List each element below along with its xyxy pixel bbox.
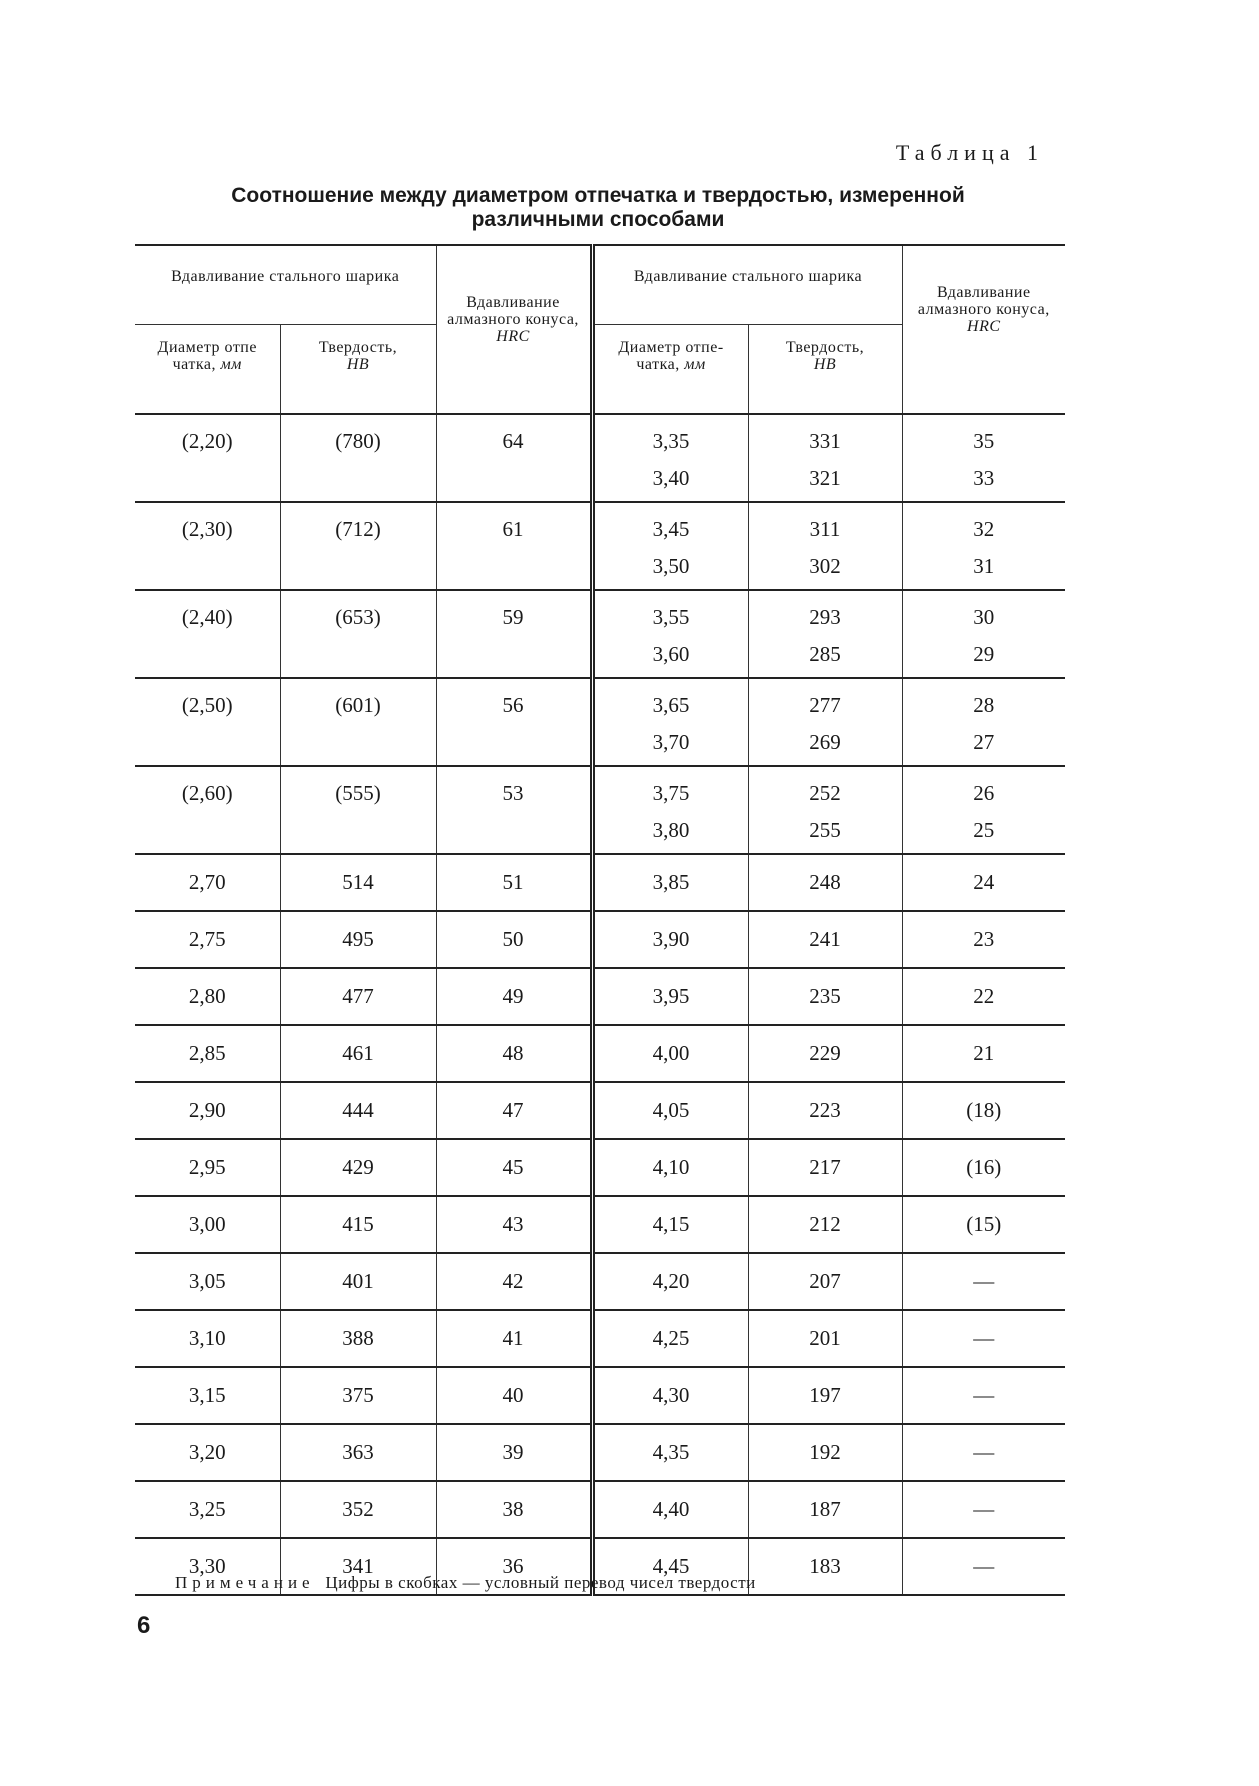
- cell-diameter: 3,05: [135, 1253, 280, 1310]
- table-row: [135, 1253, 1065, 1310]
- cell-diameter: 2,85: [135, 1025, 280, 1082]
- cell-hardness-hrc: 56: [436, 678, 592, 766]
- header-diameter-right-unit: мм: [684, 356, 706, 373]
- cell-hardness-hb-right: 212: [748, 1196, 902, 1253]
- cell-hardness-hb-right: 311: [748, 502, 902, 548]
- header-diameter-right-label: Диаметр отпе-чатка,: [618, 339, 724, 373]
- cell-hardness-hb-right: 277: [748, 678, 902, 724]
- table-row: [135, 414, 1065, 460]
- table-row: [135, 911, 1065, 968]
- header-hardness-right: [748, 325, 902, 415]
- cell-diameter: 3,10: [135, 1310, 280, 1367]
- header-cone-right: [902, 245, 1065, 414]
- cell-hardness-hrc: 48: [436, 1025, 592, 1082]
- cell-hardness-hrc: 61: [436, 502, 592, 590]
- table-row: [135, 1367, 1065, 1424]
- table-row: [135, 1424, 1065, 1481]
- table-title-line-2: различными способами: [471, 208, 725, 231]
- cell-diameter-right: 3,80: [592, 812, 748, 854]
- cell-hardness-hrc-right: 31: [973, 554, 995, 578]
- cell-hardness-hb-right: 321: [748, 460, 902, 502]
- cell-hardness-hb-right: 207: [748, 1253, 902, 1310]
- cell-diameter-right: 3,60: [592, 636, 748, 678]
- cell-hardness-hrc: 39: [436, 1424, 592, 1481]
- cell-diameter-right: 4,15: [592, 1196, 748, 1253]
- cell-diameter-right: 3,85: [592, 854, 748, 911]
- header-cone-label: Вдавливание алмазного конуса,: [447, 294, 579, 328]
- header-cone: [436, 245, 592, 414]
- cell-diameter: 3,25: [135, 1481, 280, 1538]
- table-row-group: [135, 502, 1065, 590]
- cell-hardness-hb-right: 187: [748, 1481, 902, 1538]
- cell-diameter-right: 3,40: [592, 460, 748, 502]
- cell-hardness-hrc-right: 27: [973, 730, 995, 754]
- cell-hardness-hb-right: 223: [748, 1082, 902, 1139]
- cell-hardness-hb: 495: [280, 911, 436, 968]
- cell-diameter: 3,30: [135, 1538, 280, 1595]
- cell-diameter: 2,75: [135, 911, 280, 968]
- cell-diameter: 2,70: [135, 854, 280, 911]
- cell-hardness-hrc-right: —: [902, 1481, 1065, 1538]
- cell-hardness-hb-right: 183: [748, 1538, 902, 1595]
- cell-diameter-right: 3,50: [592, 548, 748, 590]
- cell-hardness-hrc-right: 22: [902, 968, 1065, 1025]
- cell-hardness-hrc-right: 32: [973, 517, 995, 541]
- cell-diameter-right: 4,45: [592, 1538, 748, 1595]
- table-row: [135, 1481, 1065, 1538]
- header-diameter-right: [592, 325, 748, 415]
- table-row: [135, 1310, 1065, 1367]
- cell-hardness-hb-right: 331: [748, 414, 902, 460]
- cell-diameter: (2,60): [135, 766, 280, 854]
- cell-hardness-hrc-right: —: [902, 1367, 1065, 1424]
- header-hardness: [280, 325, 436, 415]
- cell-hardness-hrc-right: 28: [973, 693, 995, 717]
- cell-diameter: 2,90: [135, 1082, 280, 1139]
- cell-hardness-hb: 401: [280, 1253, 436, 1310]
- cell-hardness-hb: 415: [280, 1196, 436, 1253]
- cell-hardness-hb-right: 217: [748, 1139, 902, 1196]
- hardness-table: [135, 244, 1065, 1596]
- cell-hardness-hrc: 49: [436, 968, 592, 1025]
- cell-hardness-hrc-right: (16): [902, 1139, 1065, 1196]
- header-hardness-unit: НВ: [346, 356, 370, 373]
- cell-hardness-hb: (780): [280, 414, 436, 502]
- cell-hardness-hb-right: 255: [748, 812, 902, 854]
- page-number: 6: [137, 1612, 151, 1639]
- cell-hardness-hb-right: 302: [748, 548, 902, 590]
- table-row: [135, 1196, 1065, 1253]
- note-text: Цифры в скобках — условный перевод чисел твердости: [325, 1573, 756, 1592]
- cell-hardness-hrc-right: 33: [973, 466, 995, 490]
- cell-diameter: 3,15: [135, 1367, 280, 1424]
- cell-diameter-right: 3,45: [592, 502, 748, 548]
- cell-hardness-hrc-right: —: [902, 1424, 1065, 1481]
- header-diameter: [135, 325, 280, 415]
- header-diameter-label: Диаметр отпе чатка,: [157, 339, 257, 373]
- cell-hardness-hb: (712): [280, 502, 436, 590]
- cell-hardness-hb: 461: [280, 1025, 436, 1082]
- cell-hardness-hb-right: 197: [748, 1367, 902, 1424]
- table-row: [135, 590, 1065, 636]
- cell-diameter: (2,40): [135, 590, 280, 678]
- cell-hardness-hrc: 38: [436, 1481, 592, 1538]
- cell-diameter: 3,20: [135, 1424, 280, 1481]
- cell-diameter: (2,30): [135, 502, 280, 590]
- cell-hardness-hrc-right: 35: [973, 429, 995, 453]
- cell-diameter-right: 4,40: [592, 1481, 748, 1538]
- cell-diameter: 3,00: [135, 1196, 280, 1253]
- header-ball-group: [135, 245, 436, 325]
- table-row: [135, 968, 1065, 1025]
- cell-hardness-hb-right: 229: [748, 1025, 902, 1082]
- cell-hardness-hrc-right: —: [973, 1554, 995, 1578]
- cell-diameter-right: 3,95: [592, 968, 748, 1025]
- cell-hardness-hb: 375: [280, 1367, 436, 1424]
- cell-diameter-right: 4,30: [592, 1367, 748, 1424]
- cell-hardness-hb: (555): [280, 766, 436, 854]
- cell-diameter: 2,95: [135, 1139, 280, 1196]
- header-hardness-right-unit: НВ: [813, 356, 837, 373]
- table-title-line-1: Соотношение между диаметром отпечатка и твердостью, измеренной: [231, 184, 965, 207]
- cell-hardness-hb: 477: [280, 968, 436, 1025]
- table-row-group: [135, 766, 1065, 854]
- cell-diameter-right: 4,20: [592, 1253, 748, 1310]
- cell-hardness-hb-right: 293: [748, 590, 902, 636]
- cell-hardness-hrc-right: 23: [902, 911, 1065, 968]
- cell-hardness-hrc: 45: [436, 1139, 592, 1196]
- header-hardness-label: Твердость,: [318, 339, 398, 356]
- cell-hardness-hb-right: 201: [748, 1310, 902, 1367]
- cell-diameter: (2,20): [135, 414, 280, 502]
- table-row: [135, 854, 1065, 911]
- cell-diameter-right: 3,90: [592, 911, 748, 968]
- cell-hardness-hb-right: 269: [748, 724, 902, 766]
- cell-hardness-hrc: 64: [436, 414, 592, 502]
- cell-hardness-hb: 363: [280, 1424, 436, 1481]
- cell-hardness-hrc: 36: [436, 1538, 592, 1595]
- header-cone-unit: HRC: [496, 328, 530, 345]
- table-row: [135, 502, 1065, 548]
- header-ball-group-right-label: Вдавливание стального шарика: [633, 268, 863, 285]
- note-label: Примечание: [175, 1573, 315, 1592]
- cell-hardness-hrc-right: 26: [973, 781, 995, 805]
- cell-diameter-right: 4,00: [592, 1025, 748, 1082]
- table-row-group: [135, 590, 1065, 678]
- cell-diameter-right: 4,35: [592, 1424, 748, 1481]
- cell-hardness-hrc-right: (18): [902, 1082, 1065, 1139]
- cell-diameter-right: 3,70: [592, 724, 748, 766]
- cell-diameter-right: 3,65: [592, 678, 748, 724]
- cell-hardness-hb-right: 248: [748, 854, 902, 911]
- table-note: [175, 1573, 756, 1593]
- cell-diameter-right: 4,05: [592, 1082, 748, 1139]
- table-row: [135, 1025, 1065, 1082]
- cell-diameter-right: 3,55: [592, 590, 748, 636]
- table-title: [130, 184, 1066, 232]
- table-row: [135, 1082, 1065, 1139]
- cell-hardness-hb: (601): [280, 678, 436, 766]
- cell-hardness-hb: 429: [280, 1139, 436, 1196]
- cell-hardness-hrc: 43: [436, 1196, 592, 1253]
- cell-hardness-hrc: 47: [436, 1082, 592, 1139]
- cell-hardness-hb: 352: [280, 1481, 436, 1538]
- cell-hardness-hrc: 42: [436, 1253, 592, 1310]
- cell-diameter-right: 4,10: [592, 1139, 748, 1196]
- cell-hardness-hrc-right: 21: [902, 1025, 1065, 1082]
- header-cone-right-unit: HRC: [967, 318, 1001, 335]
- cell-hardness-hrc-right: —: [902, 1253, 1065, 1310]
- cell-hardness-hrc: 53: [436, 766, 592, 854]
- cell-diameter: 2,80: [135, 968, 280, 1025]
- cell-hardness-hrc-right: 25: [973, 818, 995, 842]
- cell-hardness-hrc-right: 24: [902, 854, 1065, 911]
- cell-hardness-hrc: 40: [436, 1367, 592, 1424]
- cell-hardness-hb-right: 285: [748, 636, 902, 678]
- cell-hardness-hb: 388: [280, 1310, 436, 1367]
- table-row: [135, 678, 1065, 724]
- table-header: [135, 245, 1065, 414]
- cell-hardness-hrc: 41: [436, 1310, 592, 1367]
- table-row-group: [135, 414, 1065, 502]
- header-hardness-right-label: Твердость,: [785, 339, 865, 356]
- cell-hardness-hrc: 51: [436, 854, 592, 911]
- cell-diameter-right: 4,25: [592, 1310, 748, 1367]
- cell-hardness-hb-right: 235: [748, 968, 902, 1025]
- header-cone-right-label: Вдавливание алмазного конуса,: [917, 284, 1050, 318]
- cell-hardness-hb-right: 192: [748, 1424, 902, 1481]
- cell-hardness-hrc: 50: [436, 911, 592, 968]
- cell-diameter-right: 3,75: [592, 766, 748, 812]
- cell-hardness-hb-right: 252: [748, 766, 902, 812]
- cell-hardness-hrc-right: (15): [902, 1196, 1065, 1253]
- cell-diameter: (2,50): [135, 678, 280, 766]
- header-ball-group-label: Вдавливание стального шарика: [171, 268, 400, 285]
- table-row: [135, 766, 1065, 812]
- cell-hardness-hrc: 59: [436, 590, 592, 678]
- cell-hardness-hb: (653): [280, 590, 436, 678]
- table-row: [135, 1139, 1065, 1196]
- table-body: [135, 854, 1065, 1595]
- header-diameter-unit: мм: [220, 356, 242, 373]
- cell-hardness-hb-right: 241: [748, 911, 902, 968]
- cell-hardness-hb: 514: [280, 854, 436, 911]
- cell-hardness-hb: 444: [280, 1082, 436, 1139]
- cell-hardness-hrc-right: 29: [973, 642, 995, 666]
- cell-diameter-right: 3,35: [592, 414, 748, 460]
- cell-hardness-hrc-right: 30: [973, 605, 995, 629]
- table-number-label: Таблица 1: [895, 140, 1044, 165]
- cell-hardness-hrc-right: —: [902, 1310, 1065, 1367]
- cell-hardness-hb: 341: [280, 1538, 436, 1595]
- table-row-group: [135, 678, 1065, 766]
- header-ball-group-right: [592, 245, 902, 325]
